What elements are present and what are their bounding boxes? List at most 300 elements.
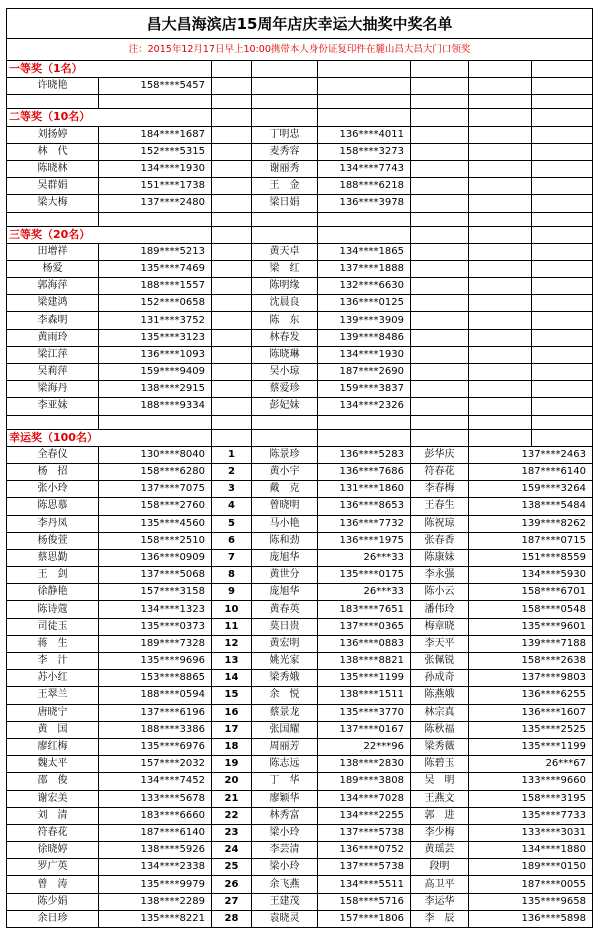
winner-name: 李森明: [7, 312, 99, 329]
empty-cell: [212, 160, 252, 177]
winner-row: [7, 910, 593, 927]
winner-phone: 158****2510: [99, 532, 212, 549]
winner-name: 王燕文: [411, 790, 469, 807]
empty-cell: [318, 61, 411, 78]
winner-name: 曾晓明: [252, 498, 318, 515]
winner-phone: 135****1199: [318, 670, 411, 687]
winner-name: 符春花: [411, 463, 469, 480]
section-title: 一等奖（1名）: [7, 61, 212, 78]
winner-row: [7, 143, 593, 160]
winner-name: 李 汁: [7, 653, 99, 670]
winner-name: 梁 红: [252, 260, 318, 277]
empty-cell: [469, 95, 532, 109]
empty-cell: [212, 143, 252, 160]
winner-name: 陈明缘: [252, 278, 318, 295]
winner-phone: 135****8221: [99, 910, 212, 927]
row-number: 27: [212, 893, 252, 910]
winner-name: 李永强: [411, 567, 469, 584]
empty-cell: [411, 295, 469, 312]
winner-row: [7, 312, 593, 329]
row-number: 8: [212, 567, 252, 584]
empty-cell: [411, 226, 469, 243]
winner-row: [7, 364, 593, 381]
empty-cell: [318, 78, 411, 95]
winner-name: 林宗真: [411, 704, 469, 721]
row-number: 15: [212, 687, 252, 704]
empty-cell: [469, 346, 532, 363]
winner-phone: 136****7686: [318, 463, 411, 480]
winner-name: 徐晓婷: [7, 842, 99, 859]
winner-name: 吴群娟: [7, 178, 99, 195]
winner-phone: 136****1607: [469, 704, 593, 721]
winner-row: [7, 278, 593, 295]
winner-phone: 137****9803: [469, 670, 593, 687]
empty-cell: [252, 95, 318, 109]
row-number: 13: [212, 653, 252, 670]
winner-phone: 135****7733: [469, 807, 593, 824]
winner-name: 陈思慕: [7, 498, 99, 515]
empty-cell: [469, 61, 532, 78]
winner-name: 黄天卓: [252, 243, 318, 260]
winner-row: [7, 381, 593, 398]
winner-name: 张春香: [411, 532, 469, 549]
winner-name: 黄雨玲: [7, 329, 99, 346]
winner-name: 莫日贵: [252, 618, 318, 635]
winner-name: 刘 清: [7, 807, 99, 824]
winner-name: 吴莉萍: [7, 364, 99, 381]
winner-phone: 26***33: [318, 584, 411, 601]
empty-cell: [252, 415, 318, 429]
winner-row: [7, 653, 593, 670]
empty-cell: [532, 160, 593, 177]
winner-phone: 187****0055: [469, 876, 593, 893]
empty-cell: [532, 260, 593, 277]
winner-row: [7, 584, 593, 601]
winner-phone: 137****2463: [469, 446, 593, 463]
empty-cell: [469, 415, 532, 429]
winner-phone: 135****3770: [318, 704, 411, 721]
winner-name: 吴小琼: [252, 364, 318, 381]
empty-cell: [532, 126, 593, 143]
row-number: 3: [212, 481, 252, 498]
empty-cell: [212, 346, 252, 363]
winner-phone: 136****0909: [99, 549, 212, 566]
empty-cell: [532, 95, 593, 109]
winner-name: 李亚妹: [7, 398, 99, 415]
winner-name: 蔡景龙: [252, 704, 318, 721]
winner-row: [7, 532, 593, 549]
winner-phone: 152****0658: [99, 295, 212, 312]
winner-phone: 134****7452: [99, 773, 212, 790]
winner-row: [7, 329, 593, 346]
empty-cell: [411, 312, 469, 329]
empty-cell: [99, 95, 212, 109]
winner-name: 梁小玲: [252, 859, 318, 876]
empty-cell: [411, 95, 469, 109]
winner-phone: 135****6976: [99, 738, 212, 755]
winner-name: 陈少娟: [7, 893, 99, 910]
winner-phone: 134****1323: [99, 601, 212, 618]
winner-row: [7, 807, 593, 824]
winner-name: 陈晓琳: [252, 346, 318, 363]
winner-row: [7, 195, 593, 212]
row-number: 28: [212, 910, 252, 927]
empty-cell: [469, 143, 532, 160]
winner-phone: 158****2760: [99, 498, 212, 515]
winner-row: [7, 842, 593, 859]
empty-cell: [532, 381, 593, 398]
empty-cell: [411, 109, 469, 126]
winner-phone: 137****5738: [318, 824, 411, 841]
winner-phone: 137****5738: [318, 859, 411, 876]
empty-cell: [469, 429, 532, 446]
empty-cell: [411, 178, 469, 195]
empty-cell: [212, 226, 252, 243]
row-number: 10: [212, 601, 252, 618]
winner-phone: 136****0752: [318, 842, 411, 859]
winner-name: 全春仪: [7, 446, 99, 463]
section-header-row: [7, 109, 593, 126]
winner-row: [7, 773, 593, 790]
winner-row: [7, 481, 593, 498]
winner-name: 李少梅: [411, 824, 469, 841]
winner-phone: 134****7028: [318, 790, 411, 807]
empty-cell: [318, 429, 411, 446]
winner-phone: 134****1880: [469, 842, 593, 859]
winner-row: [7, 738, 593, 755]
empty-cell: [252, 78, 318, 95]
winner-name: 李天平: [411, 635, 469, 652]
empty-cell: [252, 429, 318, 446]
winner-phone: 26***67: [469, 756, 593, 773]
empty-cell: [212, 195, 252, 212]
winner-name: 彭华庆: [411, 446, 469, 463]
empty-cell: [212, 178, 252, 195]
empty-cell: [411, 398, 469, 415]
winner-phone: 189****3808: [318, 773, 411, 790]
winner-row: [7, 160, 593, 177]
winner-phone: 158****3273: [318, 143, 411, 160]
winner-phone: 138****1511: [318, 687, 411, 704]
winner-row: [7, 824, 593, 841]
empty-cell: [532, 329, 593, 346]
winner-name: 吴 明: [411, 773, 469, 790]
winner-name: 陈 东: [252, 312, 318, 329]
winner-row: [7, 876, 593, 893]
winner-name: 梁小玲: [252, 824, 318, 841]
winner-phone: 158****6701: [469, 584, 593, 601]
winner-name: 张佩锐: [411, 653, 469, 670]
empty-cell: [469, 364, 532, 381]
winner-row: [7, 893, 593, 910]
empty-cell: [532, 109, 593, 126]
winner-row: [7, 243, 593, 260]
winner-name: 刘扬婷: [7, 126, 99, 143]
winner-row: [7, 178, 593, 195]
winner-name: 高卫平: [411, 876, 469, 893]
winner-name: 梅章晓: [411, 618, 469, 635]
winner-name: 曾 涛: [7, 876, 99, 893]
winner-row: [7, 790, 593, 807]
winner-name: 林 代: [7, 143, 99, 160]
winner-phone: 151****8559: [469, 549, 593, 566]
empty-cell: [411, 278, 469, 295]
winner-phone: 135****7469: [99, 260, 212, 277]
page-title: 昌大昌海滨店15周年店庆幸运大抽奖中奖名单: [7, 9, 593, 39]
winners-sheet: [6, 8, 593, 928]
winner-row: [7, 756, 593, 773]
winner-phone: 136****5283: [318, 446, 411, 463]
winner-name: 段明: [411, 859, 469, 876]
winner-phone: 137****0365: [318, 618, 411, 635]
winner-name: 王翠兰: [7, 687, 99, 704]
winner-name: 梁海丹: [7, 381, 99, 398]
winner-name: 蔡爱珍: [252, 381, 318, 398]
winner-name: 丁 华: [252, 773, 318, 790]
winner-name: 李丹凤: [7, 515, 99, 532]
empty-cell: [7, 212, 99, 226]
winner-phone: 131****3752: [99, 312, 212, 329]
winner-name: 沈晨良: [252, 295, 318, 312]
section-title: 三等奖（20名）: [7, 226, 212, 243]
winner-row: [7, 346, 593, 363]
winner-name: 符春花: [7, 824, 99, 841]
row-number: 9: [212, 584, 252, 601]
winner-name: 黄宏明: [252, 635, 318, 652]
row-number: 2: [212, 463, 252, 480]
row-number: 21: [212, 790, 252, 807]
empty-cell: [532, 61, 593, 78]
winner-phone: 136****1093: [99, 346, 212, 363]
empty-cell: [212, 78, 252, 95]
empty-cell: [99, 212, 212, 226]
winner-phone: 187****6140: [99, 824, 212, 841]
winner-name: 黄世分: [252, 567, 318, 584]
winner-name: 廖红梅: [7, 738, 99, 755]
winner-name: 杨爱: [7, 260, 99, 277]
empty-cell: [212, 312, 252, 329]
winner-phone: 188****3386: [99, 721, 212, 738]
winner-phone: 139****3909: [318, 312, 411, 329]
winner-phone: 157****2032: [99, 756, 212, 773]
winner-phone: 133****3031: [469, 824, 593, 841]
empty-cell: [532, 312, 593, 329]
winner-name: 郭海萍: [7, 278, 99, 295]
section-title: 二等奖（10名）: [7, 109, 212, 126]
empty-cell: [411, 143, 469, 160]
winner-phone: 135****9601: [469, 618, 593, 635]
empty-cell: [318, 109, 411, 126]
empty-cell: [411, 195, 469, 212]
empty-cell: [252, 109, 318, 126]
winner-phone: 153****8865: [99, 670, 212, 687]
winner-phone: 137****7075: [99, 481, 212, 498]
empty-cell: [469, 195, 532, 212]
empty-cell: [411, 243, 469, 260]
winner-phone: 136****3978: [318, 195, 411, 212]
empty-cell: [411, 61, 469, 78]
winner-phone: 130****8040: [99, 446, 212, 463]
winner-name: 王春生: [411, 498, 469, 515]
empty-cell: [212, 109, 252, 126]
winner-phone: 136****0883: [318, 635, 411, 652]
row-number: 5: [212, 515, 252, 532]
spacer-row: [7, 212, 593, 226]
winner-row: [7, 260, 593, 277]
empty-cell: [252, 212, 318, 226]
empty-cell: [532, 243, 593, 260]
winner-name: 戴 克: [252, 481, 318, 498]
winner-name: 魏太平: [7, 756, 99, 773]
winner-row: [7, 463, 593, 480]
winner-name: 陈祝琼: [411, 515, 469, 532]
winner-row: [7, 515, 593, 532]
empty-cell: [7, 95, 99, 109]
empty-cell: [411, 415, 469, 429]
winner-phone: 184****1687: [99, 126, 212, 143]
empty-cell: [212, 278, 252, 295]
winner-name: 黄 国: [7, 721, 99, 738]
row-number: 14: [212, 670, 252, 687]
winner-phone: 159****3837: [318, 381, 411, 398]
winner-name: 陈秋福: [411, 721, 469, 738]
winner-name: 余日珍: [7, 910, 99, 927]
empty-cell: [212, 329, 252, 346]
winner-name: 张小玲: [7, 481, 99, 498]
winner-phone: 135****3123: [99, 329, 212, 346]
empty-cell: [411, 429, 469, 446]
winner-phone: 134****2338: [99, 859, 212, 876]
winner-phone: 134****1930: [318, 346, 411, 363]
empty-cell: [7, 415, 99, 429]
winner-row: [7, 498, 593, 515]
winner-phone: 134****5511: [318, 876, 411, 893]
winner-phone: 135****2525: [469, 721, 593, 738]
winner-phone: 189****5213: [99, 243, 212, 260]
row-number: 22: [212, 807, 252, 824]
row-number: 7: [212, 549, 252, 566]
empty-cell: [532, 295, 593, 312]
winner-phone: 158****5716: [318, 893, 411, 910]
empty-cell: [411, 381, 469, 398]
winner-phone: 138****5484: [469, 498, 593, 515]
winner-name: 林春发: [252, 329, 318, 346]
row-number: 12: [212, 635, 252, 652]
winner-name: 杨 招: [7, 463, 99, 480]
empty-cell: [318, 212, 411, 226]
winner-phone: 189****7328: [99, 635, 212, 652]
winner-phone: 158****5457: [99, 78, 212, 95]
empty-cell: [212, 126, 252, 143]
winner-phone: 26***33: [318, 549, 411, 566]
winner-name: 张国耀: [252, 721, 318, 738]
section-header-row: [7, 61, 593, 78]
winner-name: 李春梅: [411, 481, 469, 498]
winner-phone: 137****0167: [318, 721, 411, 738]
winner-name: 陈和劲: [252, 532, 318, 549]
empty-cell: [212, 295, 252, 312]
empty-cell: [411, 126, 469, 143]
row-number: 23: [212, 824, 252, 841]
winner-name: 司徒玉: [7, 618, 99, 635]
empty-cell: [411, 329, 469, 346]
empty-cell: [469, 295, 532, 312]
empty-cell: [318, 415, 411, 429]
empty-cell: [212, 260, 252, 277]
winner-row: [7, 567, 593, 584]
empty-cell: [469, 278, 532, 295]
row-number: 17: [212, 721, 252, 738]
winner-phone: 137****5068: [99, 567, 212, 584]
winner-phone: 138****5926: [99, 842, 212, 859]
winner-name: 李运华: [411, 893, 469, 910]
winner-name: 苏小红: [7, 670, 99, 687]
empty-cell: [532, 143, 593, 160]
winner-row: [7, 601, 593, 618]
winner-phone: 136****7732: [318, 515, 411, 532]
winner-name: 杨俊萱: [7, 532, 99, 549]
empty-cell: [212, 61, 252, 78]
winner-name: 徐静艳: [7, 584, 99, 601]
winner-phone: 134****2326: [318, 398, 411, 415]
winner-name: 邵 俊: [7, 773, 99, 790]
section-title: 幸运奖（100名）: [7, 429, 212, 446]
winner-phone: 158****0548: [469, 601, 593, 618]
winner-phone: 188****1557: [99, 278, 212, 295]
winner-phone: 132****6630: [318, 278, 411, 295]
winner-phone: 134****2255: [318, 807, 411, 824]
empty-cell: [532, 429, 593, 446]
winner-phone: 158****6280: [99, 463, 212, 480]
empty-cell: [252, 226, 318, 243]
winner-phone: 139****8262: [469, 515, 593, 532]
empty-cell: [411, 260, 469, 277]
winner-name: 陈诗蔻: [7, 601, 99, 618]
winner-name: 梁大梅: [7, 195, 99, 212]
winner-row: [7, 670, 593, 687]
winner-row: [7, 687, 593, 704]
empty-cell: [469, 160, 532, 177]
winner-name: 梁江萍: [7, 346, 99, 363]
winner-name: 陈小云: [411, 584, 469, 601]
row-number: 26: [212, 876, 252, 893]
winner-phone: 187****0715: [469, 532, 593, 549]
winner-row: [7, 635, 593, 652]
row-number: 6: [212, 532, 252, 549]
winner-name: 姚光家: [252, 653, 318, 670]
empty-cell: [252, 61, 318, 78]
winner-row: [7, 126, 593, 143]
row-number: 4: [212, 498, 252, 515]
winner-name: 谢丽秀: [252, 160, 318, 177]
empty-cell: [469, 126, 532, 143]
winner-name: 梁秀娥: [252, 670, 318, 687]
empty-cell: [212, 381, 252, 398]
winner-name: 王 剑: [7, 567, 99, 584]
winner-phone: 136****6255: [469, 687, 593, 704]
winner-phone: 183****6660: [99, 807, 212, 824]
winner-phone: 183****7651: [318, 601, 411, 618]
winner-name: 陈碧玉: [411, 756, 469, 773]
winner-name: 林秀富: [252, 807, 318, 824]
row-number: 16: [212, 704, 252, 721]
winner-name: 黄春英: [252, 601, 318, 618]
row-number: 18: [212, 738, 252, 755]
empty-cell: [469, 329, 532, 346]
winner-phone: 133****9660: [469, 773, 593, 790]
winner-name: 袁晓灵: [252, 910, 318, 927]
winner-name: 陈燕娥: [411, 687, 469, 704]
